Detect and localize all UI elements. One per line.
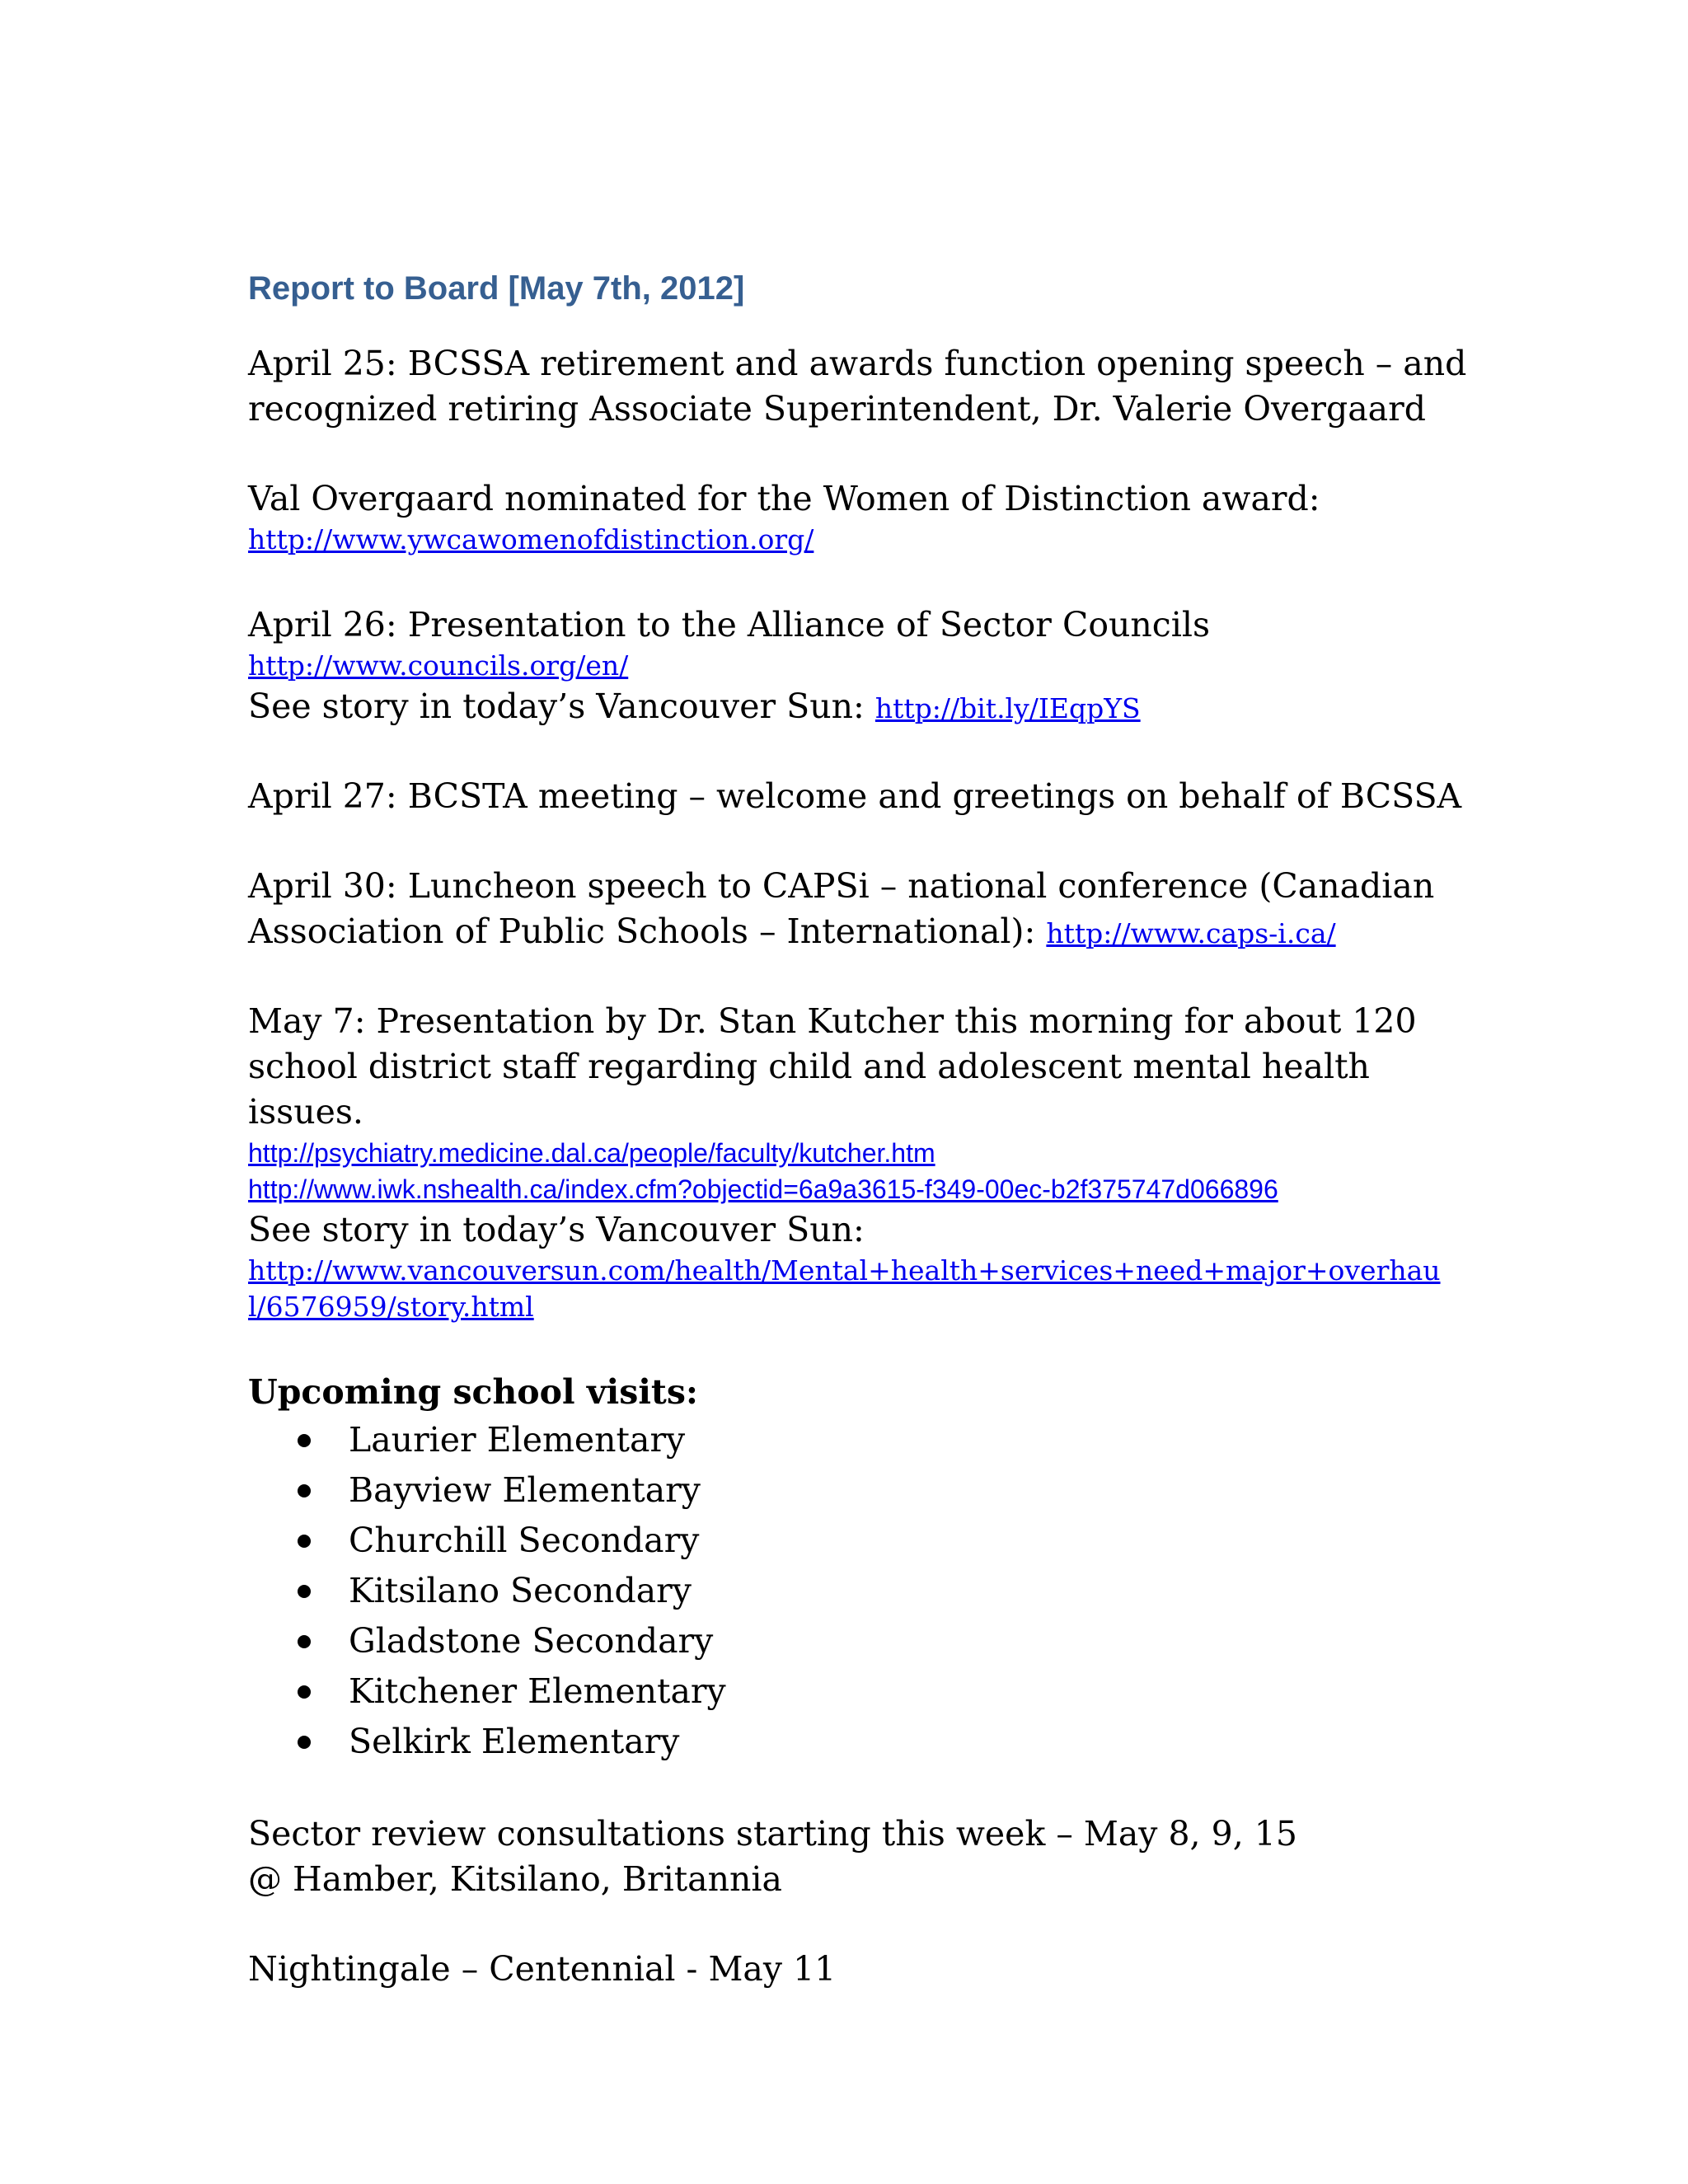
entry-april-26: April 26: Presentation to the Alliance of Sector Councils [248, 605, 1211, 644]
entry-april-25: April 25: BCSSA retirement and awards function opening speech – and recognized retiring Associate Superintendent, Dr. Valerie Overgaard [248, 344, 1467, 429]
spacer [248, 558, 1484, 602]
bullet-icon [298, 1484, 311, 1497]
bullet-icon [298, 1585, 311, 1598]
list-item [298, 1415, 1484, 1465]
iwk-link[interactable]: http://www.iwk.nshealth.ca/index.cfm?objectid=6a9a3615-f349-00ec-b2f375747d066896 [248, 1174, 1278, 1204]
spacer [248, 819, 1484, 864]
kutcher-faculty-link[interactable]: http://psychiatry.medicine.dal.ca/people/faculty/kutcher.htm [248, 1138, 935, 1168]
april-30-text: Association of Public Schools – International): [248, 912, 1047, 951]
list-item [298, 1717, 1484, 1767]
school-name: Bayview Elementary [349, 1470, 701, 1510]
spacer [248, 432, 1484, 476]
sector-review-line2: @ Hamber, Kitsilano, Britannia [248, 1859, 782, 1899]
entry-april-27: April 27: BCSTA meeting – welcome and greetings on behalf of BCSSA [248, 776, 1462, 816]
entry-april-30-line2 [248, 909, 1484, 954]
school-visits-list [248, 1415, 1484, 1767]
ywca-link[interactable]: http://www.ywcawomenofdistinction.org/ [248, 523, 814, 555]
school-name: Gladstone Secondary [349, 1621, 714, 1661]
spacer [248, 729, 1484, 774]
spacer [248, 1767, 1484, 1811]
sector-review-line1: Sector review consultations starting this week – May 8, 9, 15 [248, 1814, 1297, 1854]
entry-val-overgaard: Val Overgaard nominated for the Women of Distinction award: [248, 479, 1320, 518]
bullet-icon [298, 1685, 311, 1699]
bullet-icon [298, 1434, 311, 1447]
nightingale-entry: Nightingale – Centennial - May 11 [248, 1949, 837, 1989]
bullet-icon [298, 1736, 311, 1749]
vancouversun-link[interactable]: http://www.vancouversun.com/health/Mental+health+services+need+major+overhaul/6576959/story.html [248, 1254, 1441, 1323]
upcoming-visits-heading: Upcoming school visits: [248, 1372, 699, 1412]
list-item [298, 1465, 1484, 1516]
school-name: Kitsilano Secondary [349, 1571, 692, 1610]
bullet-icon [298, 1635, 311, 1648]
bitly-link[interactable]: http://bit.ly/IEqpYS [874, 692, 1141, 724]
document-title: Report to Board [May 7th, 2012] [248, 270, 745, 307]
list-item [298, 1666, 1484, 1717]
school-name: Laurier Elementary [349, 1420, 686, 1460]
entry-april-30-line1: April 30: Luncheon speech to CAPSi – national conference (Canadian [248, 866, 1435, 906]
spacer [248, 954, 1484, 999]
capsi-link[interactable]: http://www.caps-i.ca/ [1046, 917, 1336, 949]
entry-may-7: May 7: Presentation by Dr. Stan Kutcher this morning for about 120 school district staff regarding child and adolescent mental health issues. [248, 1001, 1417, 1132]
spacer [248, 1902, 1484, 1947]
school-name: Churchill Secondary [349, 1521, 700, 1560]
spacer [248, 1325, 1484, 1370]
entry-may-7-story: See story in today’s Vancouver Sun: [248, 1210, 865, 1249]
entry-april-26-story [248, 684, 1484, 729]
councils-link[interactable]: http://www.councils.org/en/ [248, 649, 629, 682]
bullet-icon [298, 1535, 311, 1548]
list-item [298, 1566, 1484, 1616]
document-page [248, 265, 1484, 1992]
school-name: Kitchener Elementary [349, 1671, 726, 1711]
story-label: See story in today’s Vancouver Sun: [248, 687, 875, 726]
list-item [298, 1616, 1484, 1666]
school-name: Selkirk Elementary [349, 1722, 680, 1761]
list-item [298, 1516, 1484, 1566]
